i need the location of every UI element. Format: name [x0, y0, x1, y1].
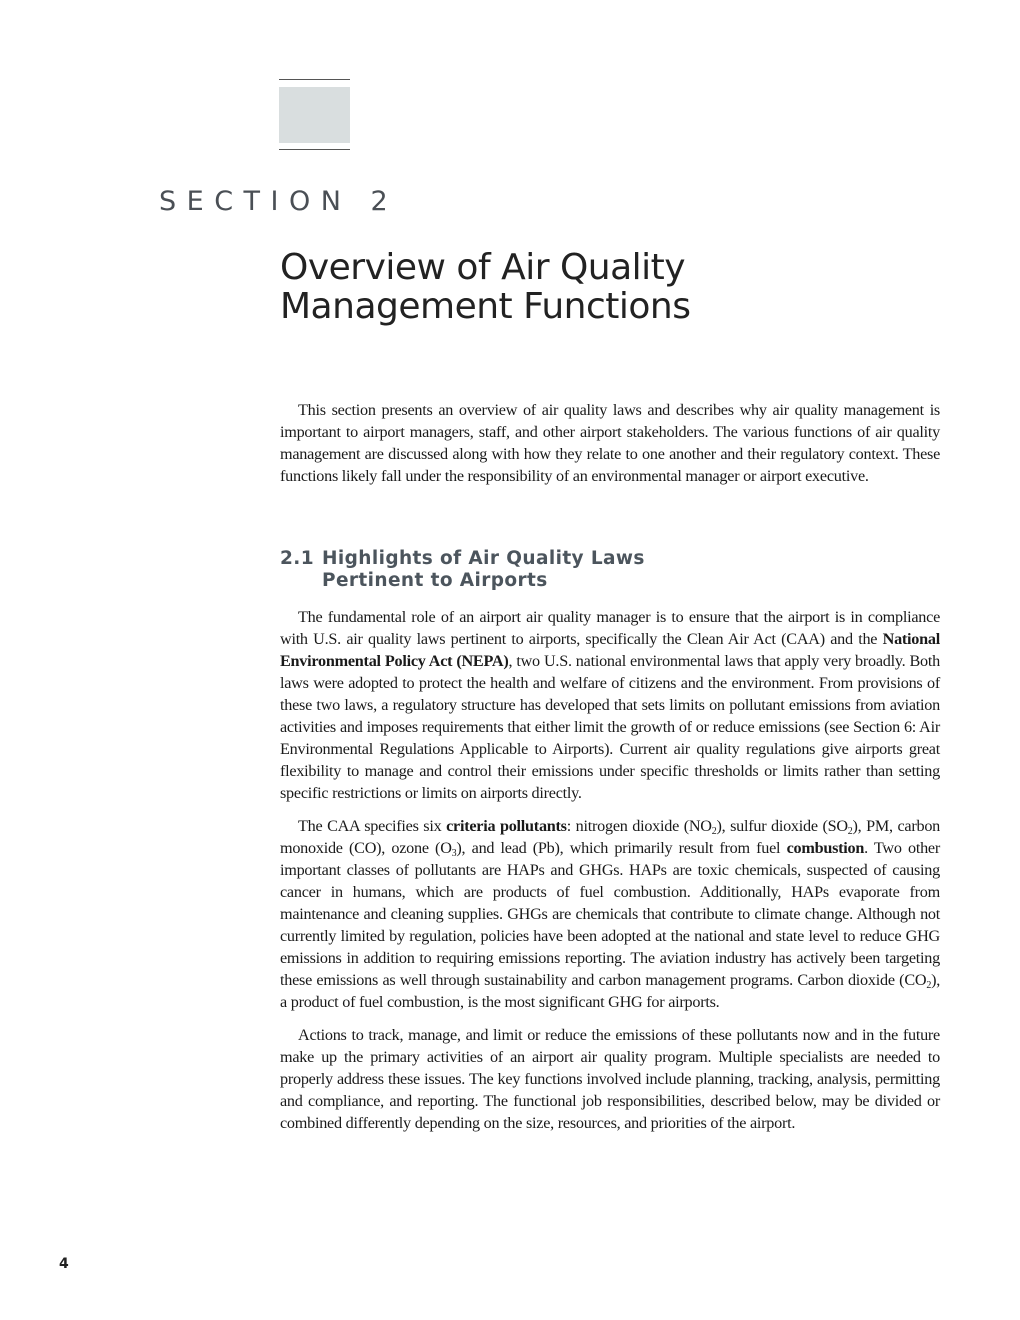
intro-section [280, 399, 940, 487]
p1-text-before: The fundamental role of an airport air quality manager is to ensure that the airport is in compliance with U.S. air quality laws pertinent to airports, specifically the Clean Air Act (CAA) and the [280, 608, 940, 648]
paragraph-program-actions: Actions to track, manage, and limit or reduce the emissions of these pollutants now and in the future make up the primary activities of an airport air quality program. Multiple specialists are needed to properly address these issues. The key functions involved include planning, tracking, analysis, permitting and compliance, and reporting. The functional job responsibilities, described below, may be divided or combined differently depending on the size, resources, and priorities of the airport. [280, 1026, 940, 1132]
section-2-1-body [280, 606, 940, 1134]
section-2-1-title-line-2: Pertinent to Airports [322, 570, 548, 591]
section-label: SECTION 2 [159, 186, 399, 217]
p2-text-5: ), and lead (Pb), which primarily result from fuel [456, 839, 787, 857]
section-2-1-title [322, 548, 645, 592]
page-number: 4 [59, 1256, 69, 1272]
co2-subscript: 2 [926, 980, 932, 991]
p2-text-4: ), PM, carbon monoxide (CO), ozone (O [280, 817, 941, 857]
section-2-1-heading [280, 548, 645, 592]
section-2-1-title-line-1: Highlights of Air Quality Laws [322, 548, 645, 569]
p2-text-2: : nitrogen dioxide (NO [566, 817, 712, 835]
section-2-1-number: 2.1 [280, 548, 314, 569]
so2-subscript: 2 [847, 826, 853, 837]
nepa-term: National Environmental Policy Act (NEPA) [280, 630, 940, 670]
paragraph-role-of-manager [280, 606, 940, 804]
intro-paragraph: This section presents an overview of air quality laws and describes why air quality management is important to airport managers, staff, and other airport stakeholders. The various functions of air quality management are discussed along with how they relate to one another and their regulatory context. These functions likely fall under the responsibility of an environmental manager or airport executive. [280, 401, 940, 485]
p2-text-7: ), a product of fuel combustion, is the most significant GHG for airports. [280, 971, 940, 1011]
no2-subscript: 2 [711, 826, 717, 837]
chapter-title-line-2: Management Functions [280, 286, 691, 327]
combustion-term: combustion [786, 839, 865, 857]
criteria-pollutants-term: criteria pollutants [446, 817, 567, 835]
p2-text-6: . Two other important classes of pollutants are HAPs and GHGs. HAPs are toxic chemicals, suspected of causing cancer in humans, which are products of fuel combustion. Additionally, HAPs evaporate from maintenance and cleaning supplies. GHGs are chemicals that contribute to climate change. Although not currently limited by regulation, policies have been adopted at the national and state level to reduce GHG emissions in addition to requiring emissions reporting. The aviation industry has actively been targeting these emissions as well through sustainability and carbon management programs. Carbon dioxide (CO [280, 839, 940, 989]
chapter-title-line-1: Overview of Air Quality [280, 247, 686, 288]
section-tab-marker [279, 87, 350, 143]
paragraph-criteria-pollutants [280, 815, 940, 1013]
chapter-title [280, 248, 690, 326]
o3-subscript: 3 [451, 848, 457, 859]
p1-text-after: , two U.S. national environmental laws that apply very broadly. Both laws were adopted to protect the health and welfare of citizens and the environment. From provisions of these two laws, a regulatory structure has developed that sets limits on pollutant emissions from aviation activities and imposes requirements that either limit the growth of or reduce emissions (see Section 6: Air Environmental Regulations Applicable to Airports). Current air quality regulations give airports great flexibility to manage and control their emissions under specific thresholds or limits rather than setting specific restrictions or limits on airports directly. [280, 652, 940, 802]
section-tab-bottom-rule [279, 149, 350, 150]
p2-text-1: The CAA specifies six [298, 817, 447, 835]
section-tab-top-rule [279, 79, 350, 80]
p2-text-3: ), sulfur dioxide (SO [716, 817, 848, 835]
